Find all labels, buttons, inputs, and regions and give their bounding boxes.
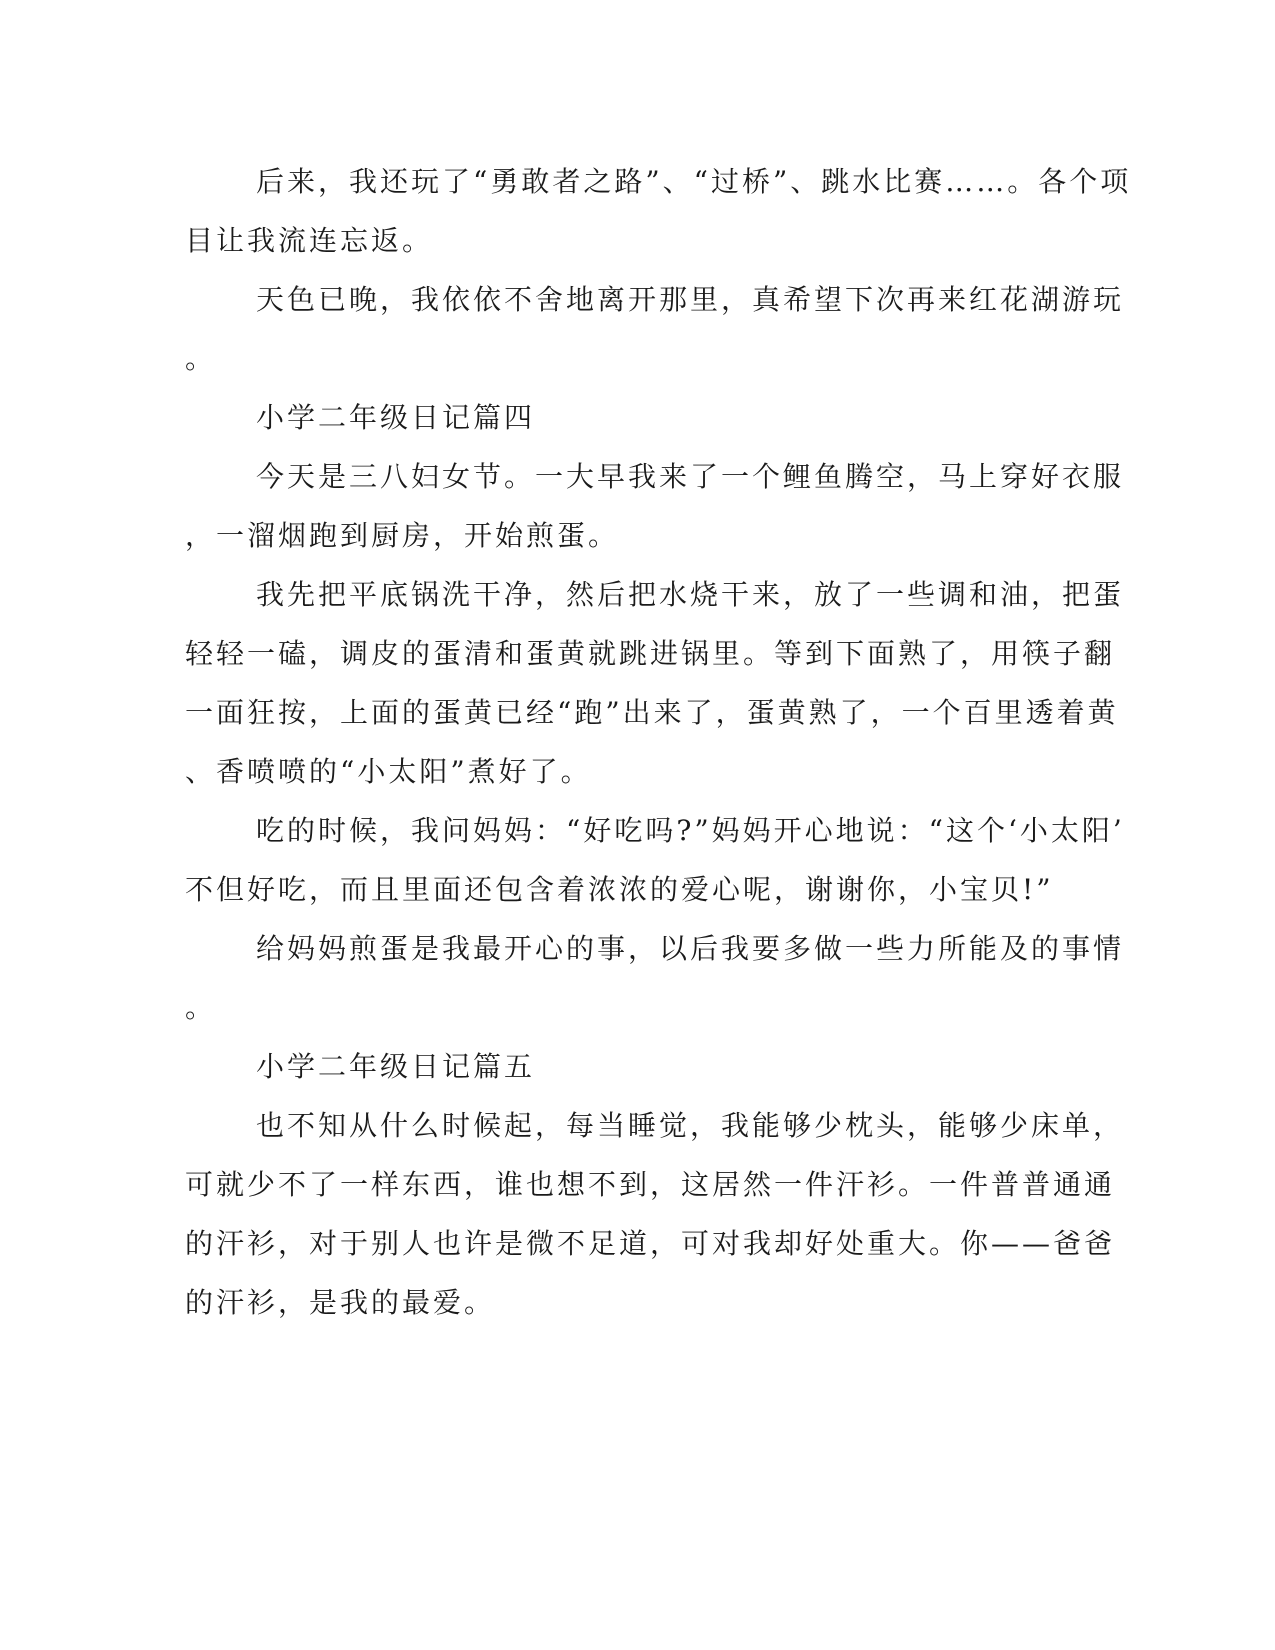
text-line: 今天是三八妇女节。一大早我来了一个鲤鱼腾空，马上穿好衣服: [256, 460, 1125, 493]
text-line: 后来，我还玩了“勇敢者之路”、“过桥”、跳水比赛……。各个项: [256, 165, 1132, 198]
document-body: [185, 152, 1132, 1332]
text-line: 给妈妈煎蛋是我最开心的事，以后我要多做一些力所能及的事情: [256, 932, 1125, 965]
text-line: 不但好吃，而且里面还包含着浓浓的爱心呢，谢谢你，小宝贝!”: [185, 873, 1054, 906]
text-line: 吃的时候，我问妈妈：“好吃吗?”妈妈开心地说：“这个‘小太阳’: [256, 814, 1125, 847]
text-line: 。: [185, 991, 217, 1024]
text-line: 、香喷喷的“小太阳”煮好了。: [185, 755, 592, 788]
text-line: 也不知从什么时候起，每当睡觉，我能够少枕头，能够少床单，: [256, 1109, 1125, 1142]
text-line: 我先把平底锅洗干净，然后把水烧干来，放了一些调和油，把蛋: [256, 578, 1125, 611]
text-line: 天色已晚，我依依不舍地离开那里，真希望下次再来红花湖游玩: [256, 283, 1125, 316]
text-line: 一面狂按，上面的蛋黄已经“跑”出来了，蛋黄熟了，一个百里透着黄: [185, 696, 1119, 729]
text-line: ，一溜烟跑到厨房，开始煎蛋。: [185, 519, 620, 552]
text-line: 轻轻一磕，调皮的蛋清和蛋黄就跳进锅里。等到下面熟了，用筷子翻: [185, 637, 1116, 670]
text-line: 目让我流连忘返。: [185, 224, 434, 257]
text-line: 的汗衫，对于别人也许是微不足道，可对我却好处重大。你——爸爸: [185, 1227, 1116, 1260]
section-heading: 小学二年级日记篇五: [256, 1050, 536, 1083]
text-line: 可就少不了一样东西，谁也想不到，这居然一件汗衫。一件普普通通: [185, 1168, 1116, 1201]
text-line: 。: [185, 342, 217, 375]
text-line: 的汗衫，是我的最爱。: [185, 1286, 496, 1319]
section-heading: 小学二年级日记篇四: [256, 401, 536, 434]
